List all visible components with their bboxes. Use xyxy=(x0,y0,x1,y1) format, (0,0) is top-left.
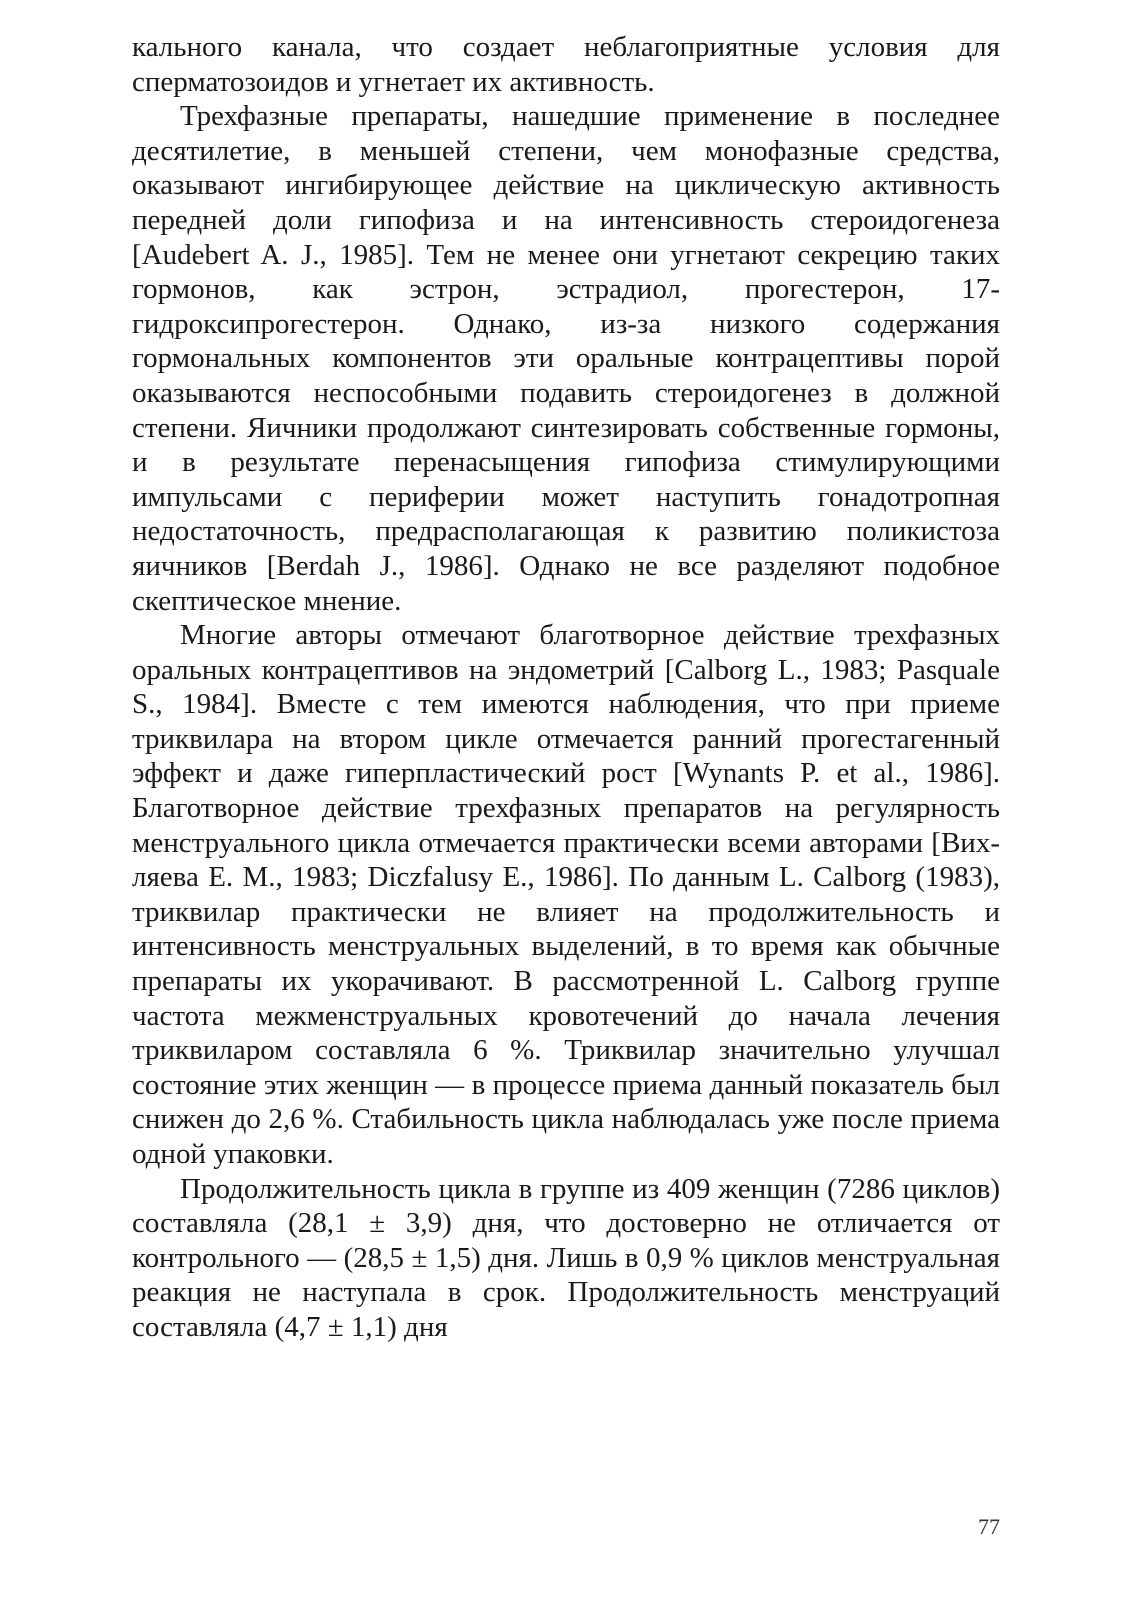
paragraph-continuation: кального канала, что создает неблагоприятные условия для сперматозоидов и угнетает их активность. xyxy=(132,31,1000,98)
body-text xyxy=(132,30,1000,1345)
paragraph-triphasic-preparations: Трехфазные препараты, нашедшие применение в последнее десятилетие, в меньшей степени, чем монофазные средства, оказывают ингибирующее действие на циклическую активность передней доли гипофиза и на интенсивность стероидогенеза [Audebert A. J., 1985]. Тем не менее они угнетают секрецию таких гормонов, как эстрон, эстрадиол, прогестерон, 17-гидроксипрогестерон. Однако, из-за низкого содержания гормональных компонентов эти оральные контрацептивы порой оказываются неспособными подавить стероидогенез в должной степени. Яичники продолжают синтезировать собственные гормоны, и в результате перенасыщения гипофиза стимулирующими импульсами с периферии может наступить гонадотропная недостаточность, предрасполагающая к развитию поликистоза яичников [Berdah J., 1986]. Однако не все разделяют подобное скептическое мнение. xyxy=(132,100,1000,617)
page-number: 77 xyxy=(978,1514,1000,1539)
paragraph-cycle-duration: Продолжительность цикла в группе из 409 женщин (7286 циклов) составляла (28,1 ± 3,9) дня, что достоверно не отличается от контрольного — (28,5 ± 1,5) дня. Лишь в 0,9 % циклов менструальная реакция не наступала в срок. Продолжительность менструаций составляла (4,7 ± 1,1) дня xyxy=(132,1172,1000,1343)
paragraph-endometrium-effects: Многие авторы отмечают благотворное действие трехфазных оральных контрацептивов на эндометрий [Calborg L., 1983; Pasquale S., 1984]. Вместе с тем имеются наблюдения, что при приеме триквилара на втором цикле отмечается ранний прогестагенный эффект и даже гиперпластический рост [Wynants P. et al., 1986]. Благотворное действие трехфазных препаратов на регулярность менструального цикла отмечается практически всеми авторами [Вихляева Е. М., 1983; Diczfalusy E., 1986]. По данным L. Calborg (1983), триквилар практически не влияет на продолжительность и интенсивность менструальных выделений, в то время как обычные препараты их укорачивают. В рассмотренной L. Calborg группе частота межменструальных кровотечений до начала лечения триквиларом составляла 6 %. Триквилар значительно улучшал состояние этих женщин — в процессе приема данный показатель был снижен до 2,6 %. Стабильность цикла наблюдалась уже после приема одной упаковки. xyxy=(132,619,1000,1170)
